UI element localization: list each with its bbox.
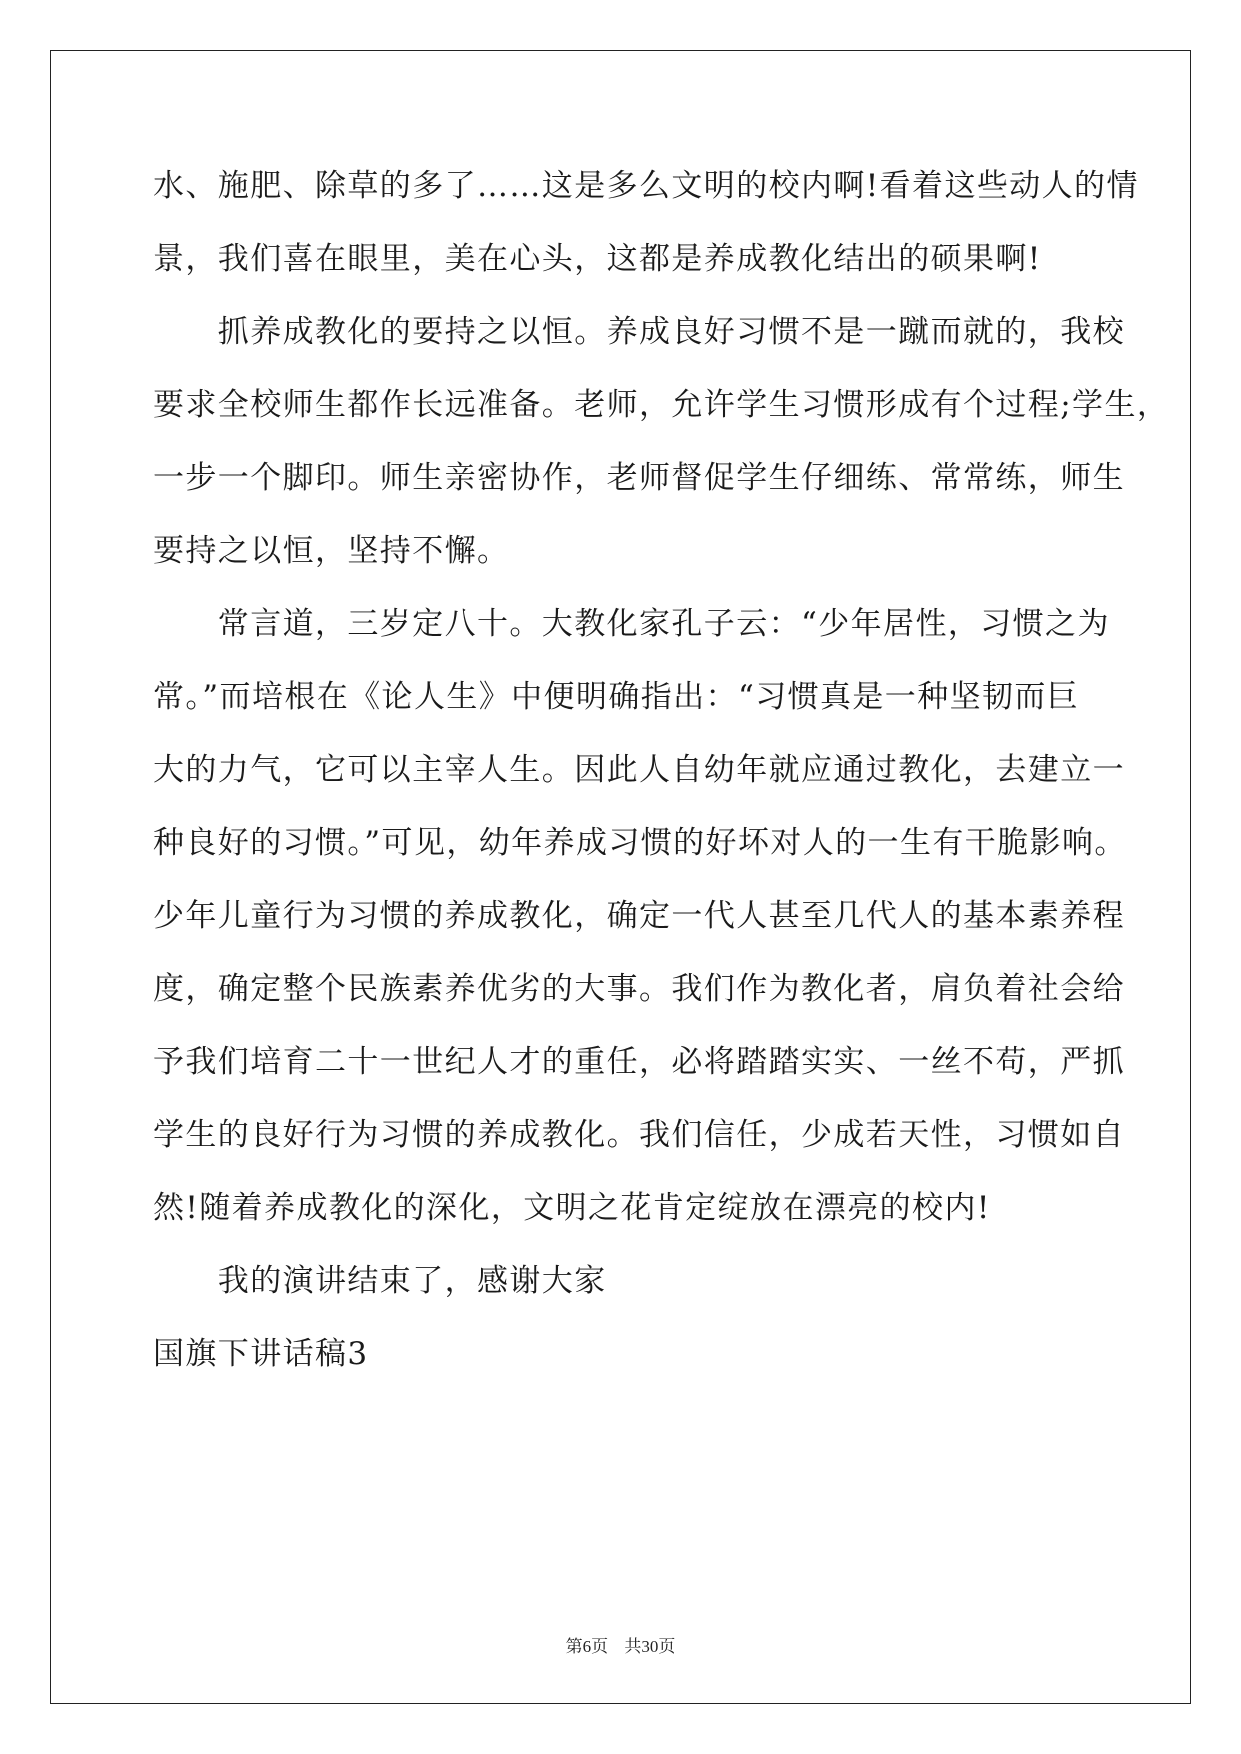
text-line: 常言道，三岁定八十。大教化家孔子云：“少年居性，习惯之为 xyxy=(153,606,1110,642)
page-total: 共30页 xyxy=(624,1637,676,1656)
page-footer xyxy=(0,1632,1241,1657)
text-line: 然!随着养成教化的深化，文明之花肯定绽放在漂亮的校内! xyxy=(153,1190,991,1226)
text-line: 我的演讲结束了，感谢大家 xyxy=(153,1263,607,1299)
text-line: 常。”而培根在《论人生》中便明确指出：“习惯真是一种坚韧而巨 xyxy=(153,679,1080,715)
text-line: 要求全校师生都作长远准备。老师，允许学生习惯形成有个过程;学生， xyxy=(153,387,1170,423)
text-line: 种良好的习惯。”可见，幼年养成习惯的好坏对人的一生有干脆影响。 xyxy=(153,825,1127,861)
text-line: 景，我们喜在眼里，美在心头，这都是养成教化结出的硕果啊! xyxy=(153,241,1042,277)
text-line: 学生的良好行为习惯的养成教化。我们信任，少成若天性，习惯如自 xyxy=(153,1117,1125,1153)
text-line: 少年儿童行为习惯的养成教化，确定一代人甚至几代人的基本素养程 xyxy=(153,898,1125,934)
page-border xyxy=(50,50,1191,1704)
section-heading: 国旗下讲话稿3 xyxy=(153,1336,369,1372)
text-line: 要持之以恒，坚持不懈。 xyxy=(153,533,510,569)
text-line: 大的力气，它可以主宰人生。因此人自幼年就应通过教化，去建立一 xyxy=(153,752,1125,788)
text-line: 予我们培育二十一世纪人才的重任，必将踏踏实实、一丝不苟，严抓 xyxy=(153,1044,1125,1080)
text-line: 抓养成教化的要持之以恒。养成良好习惯不是一蹴而就的，我校 xyxy=(153,314,1125,350)
text-line: 水、施肥、除草的多了……这是多么文明的校内啊!看着这些动人的情 xyxy=(153,168,1139,204)
text-line: 度，确定整个民族素养优劣的大事。我们作为教化者，肩负着社会给 xyxy=(153,971,1125,1007)
text-line: 一步一个脚印。师生亲密协作，老师督促学生仔细练、常常练，师生 xyxy=(153,460,1125,496)
page-number: 第6页 xyxy=(565,1637,609,1656)
